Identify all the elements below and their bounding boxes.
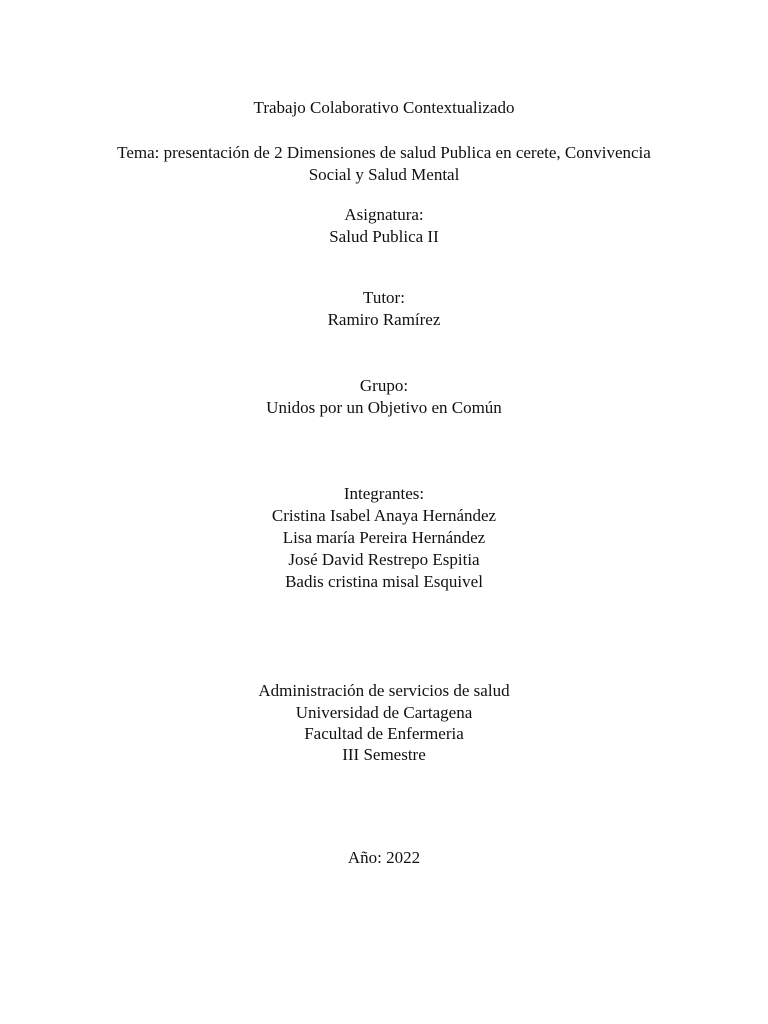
integrante-name: Badis cristina misal Esquivel <box>285 572 483 591</box>
integrantes-label: Integrantes: <box>343 484 425 503</box>
integrante-name: José David Restrepo Espitia <box>288 550 480 569</box>
integrante-name: Lisa maría Pereira Hernández <box>282 528 486 547</box>
grupo-label: Grupo: <box>359 376 409 395</box>
asignatura-label: Asignatura: <box>344 205 424 224</box>
program-name: Administración de servicios de salud <box>258 681 510 700</box>
document-title: Trabajo Colaborativo Contextualizado <box>253 98 515 117</box>
university-name: Universidad de Cartagena <box>295 703 473 722</box>
faculty-name: Facultad de Enfermeria <box>304 724 464 743</box>
year: Año: 2022 <box>347 848 421 867</box>
grupo-name: Unidos por un Objetivo en Común <box>266 398 502 417</box>
semester: III Semestre <box>342 745 426 764</box>
asignatura-value: Salud Publica II <box>329 227 439 246</box>
integrante-name: Cristina Isabel Anaya Hernández <box>271 506 497 525</box>
tutor-name: Ramiro Ramírez <box>327 310 441 329</box>
tutor-label: Tutor: <box>363 288 405 307</box>
tema-line-2: Social y Salud Mental <box>308 165 460 184</box>
tema-line-1: Tema: presentación de 2 Dimensiones de salud Publica en cerete, Convivencia <box>117 143 651 162</box>
